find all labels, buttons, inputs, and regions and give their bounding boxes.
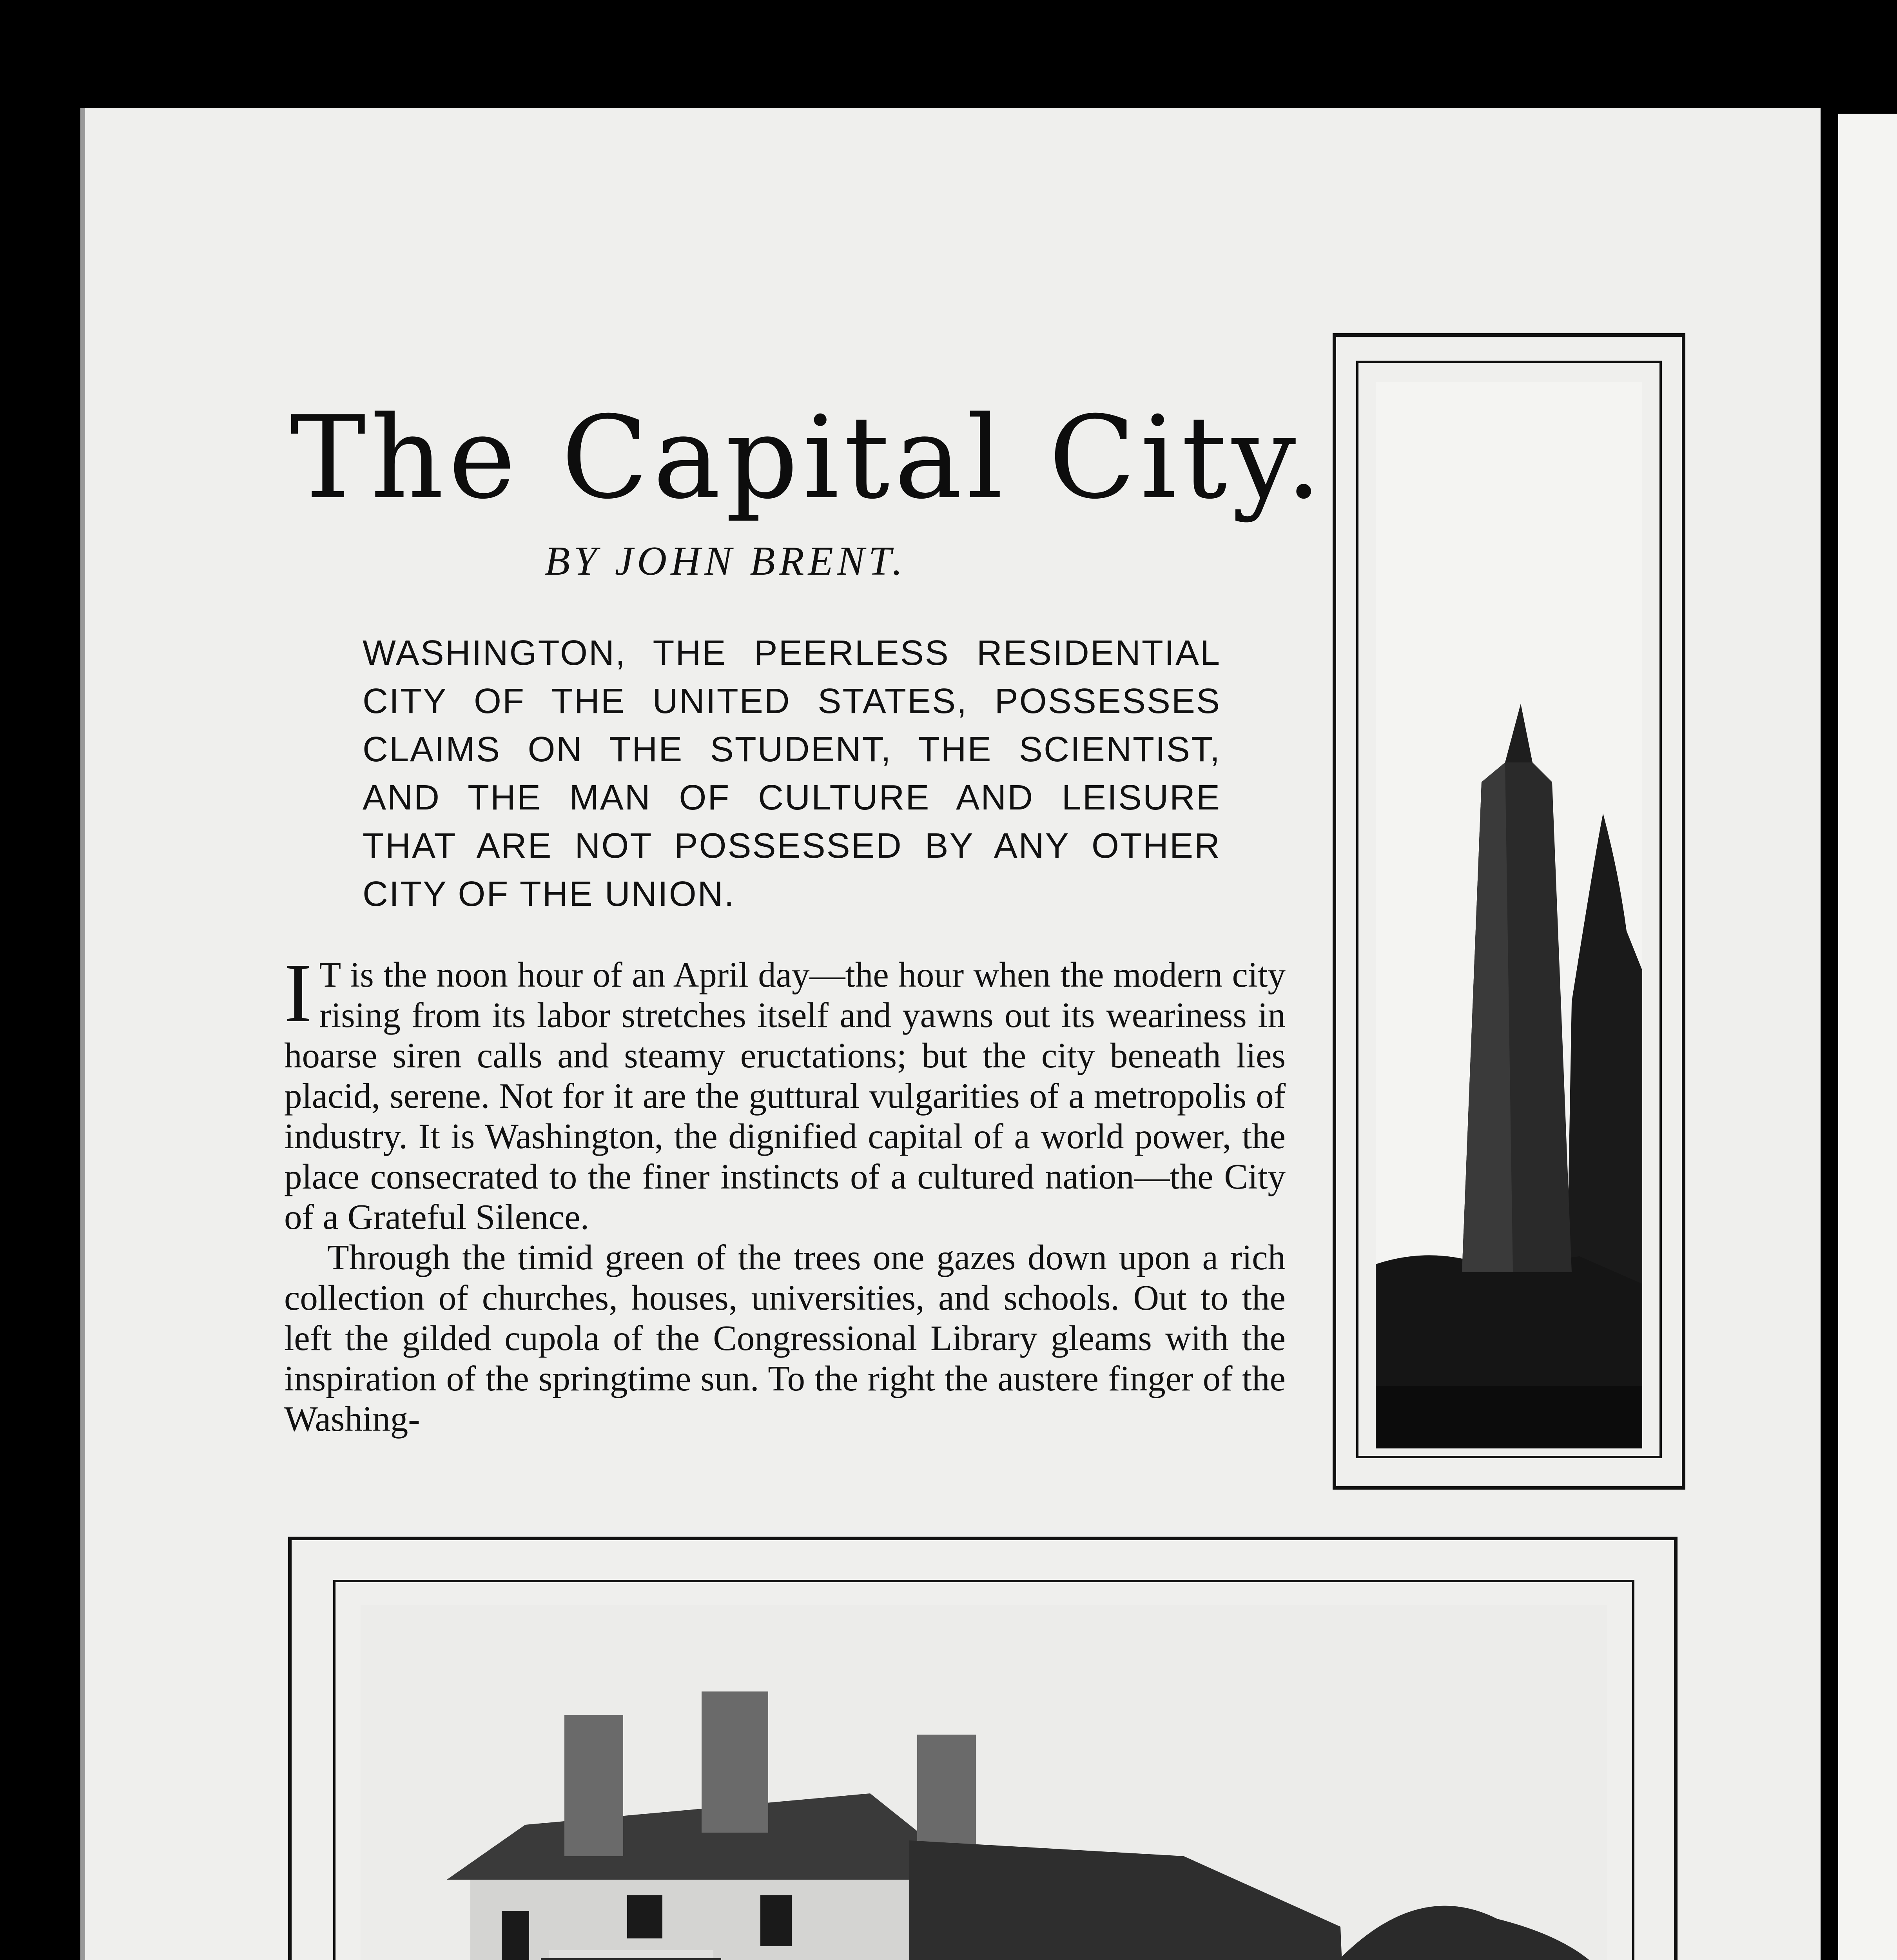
washington-monument-photo: [1376, 382, 1642, 1448]
article-intro: WASHINGTON, THE PEERLESS RESIDENTIAL CITY OF THE UNITED STATES, POSSESSES CLAIMS ON THE STUDENT, THE SCIENTIST, AND THE MAN OF CULTURE AND LEISURE THAT ARE NOT POSSESSED BY ANY OTHER CITY OF THE UNION.: [363, 633, 1221, 914]
paragraph-2: Through the timid green of the trees one gazes down upon a rich collection of churches, houses, universities, and schools. Out to the left the gilded cupola of the Congressional Library gleams with the inspiration of the springtime sun. To the right the austere finger of the Washing-: [284, 1238, 1286, 1439]
article-byline: BY JOHN BRENT.: [545, 538, 907, 584]
drop-cap: I: [284, 946, 312, 1040]
paragraph-1: [284, 946, 1286, 1237]
article-body: [284, 946, 1286, 1439]
facing-page-edge: [1838, 114, 1897, 1960]
leiter-house-photo: [361, 1605, 1607, 1960]
paragraph-1-text: T is the noon hour of an April day—the hour when the modern city rising from its labor stretches itself and yawns out its weariness in hoarse siren calls and steamy eructations; but the city beneath lies placid, serene. Not for it are the guttural vulgarities of a metropolis of industry. It is Washington, the dignified capital of a world power, the place consecrated to the finer instincts of a cultured nation—the City of a Grateful Silence.: [284, 955, 1286, 1237]
article-title: The Capital City.: [290, 392, 1327, 524]
